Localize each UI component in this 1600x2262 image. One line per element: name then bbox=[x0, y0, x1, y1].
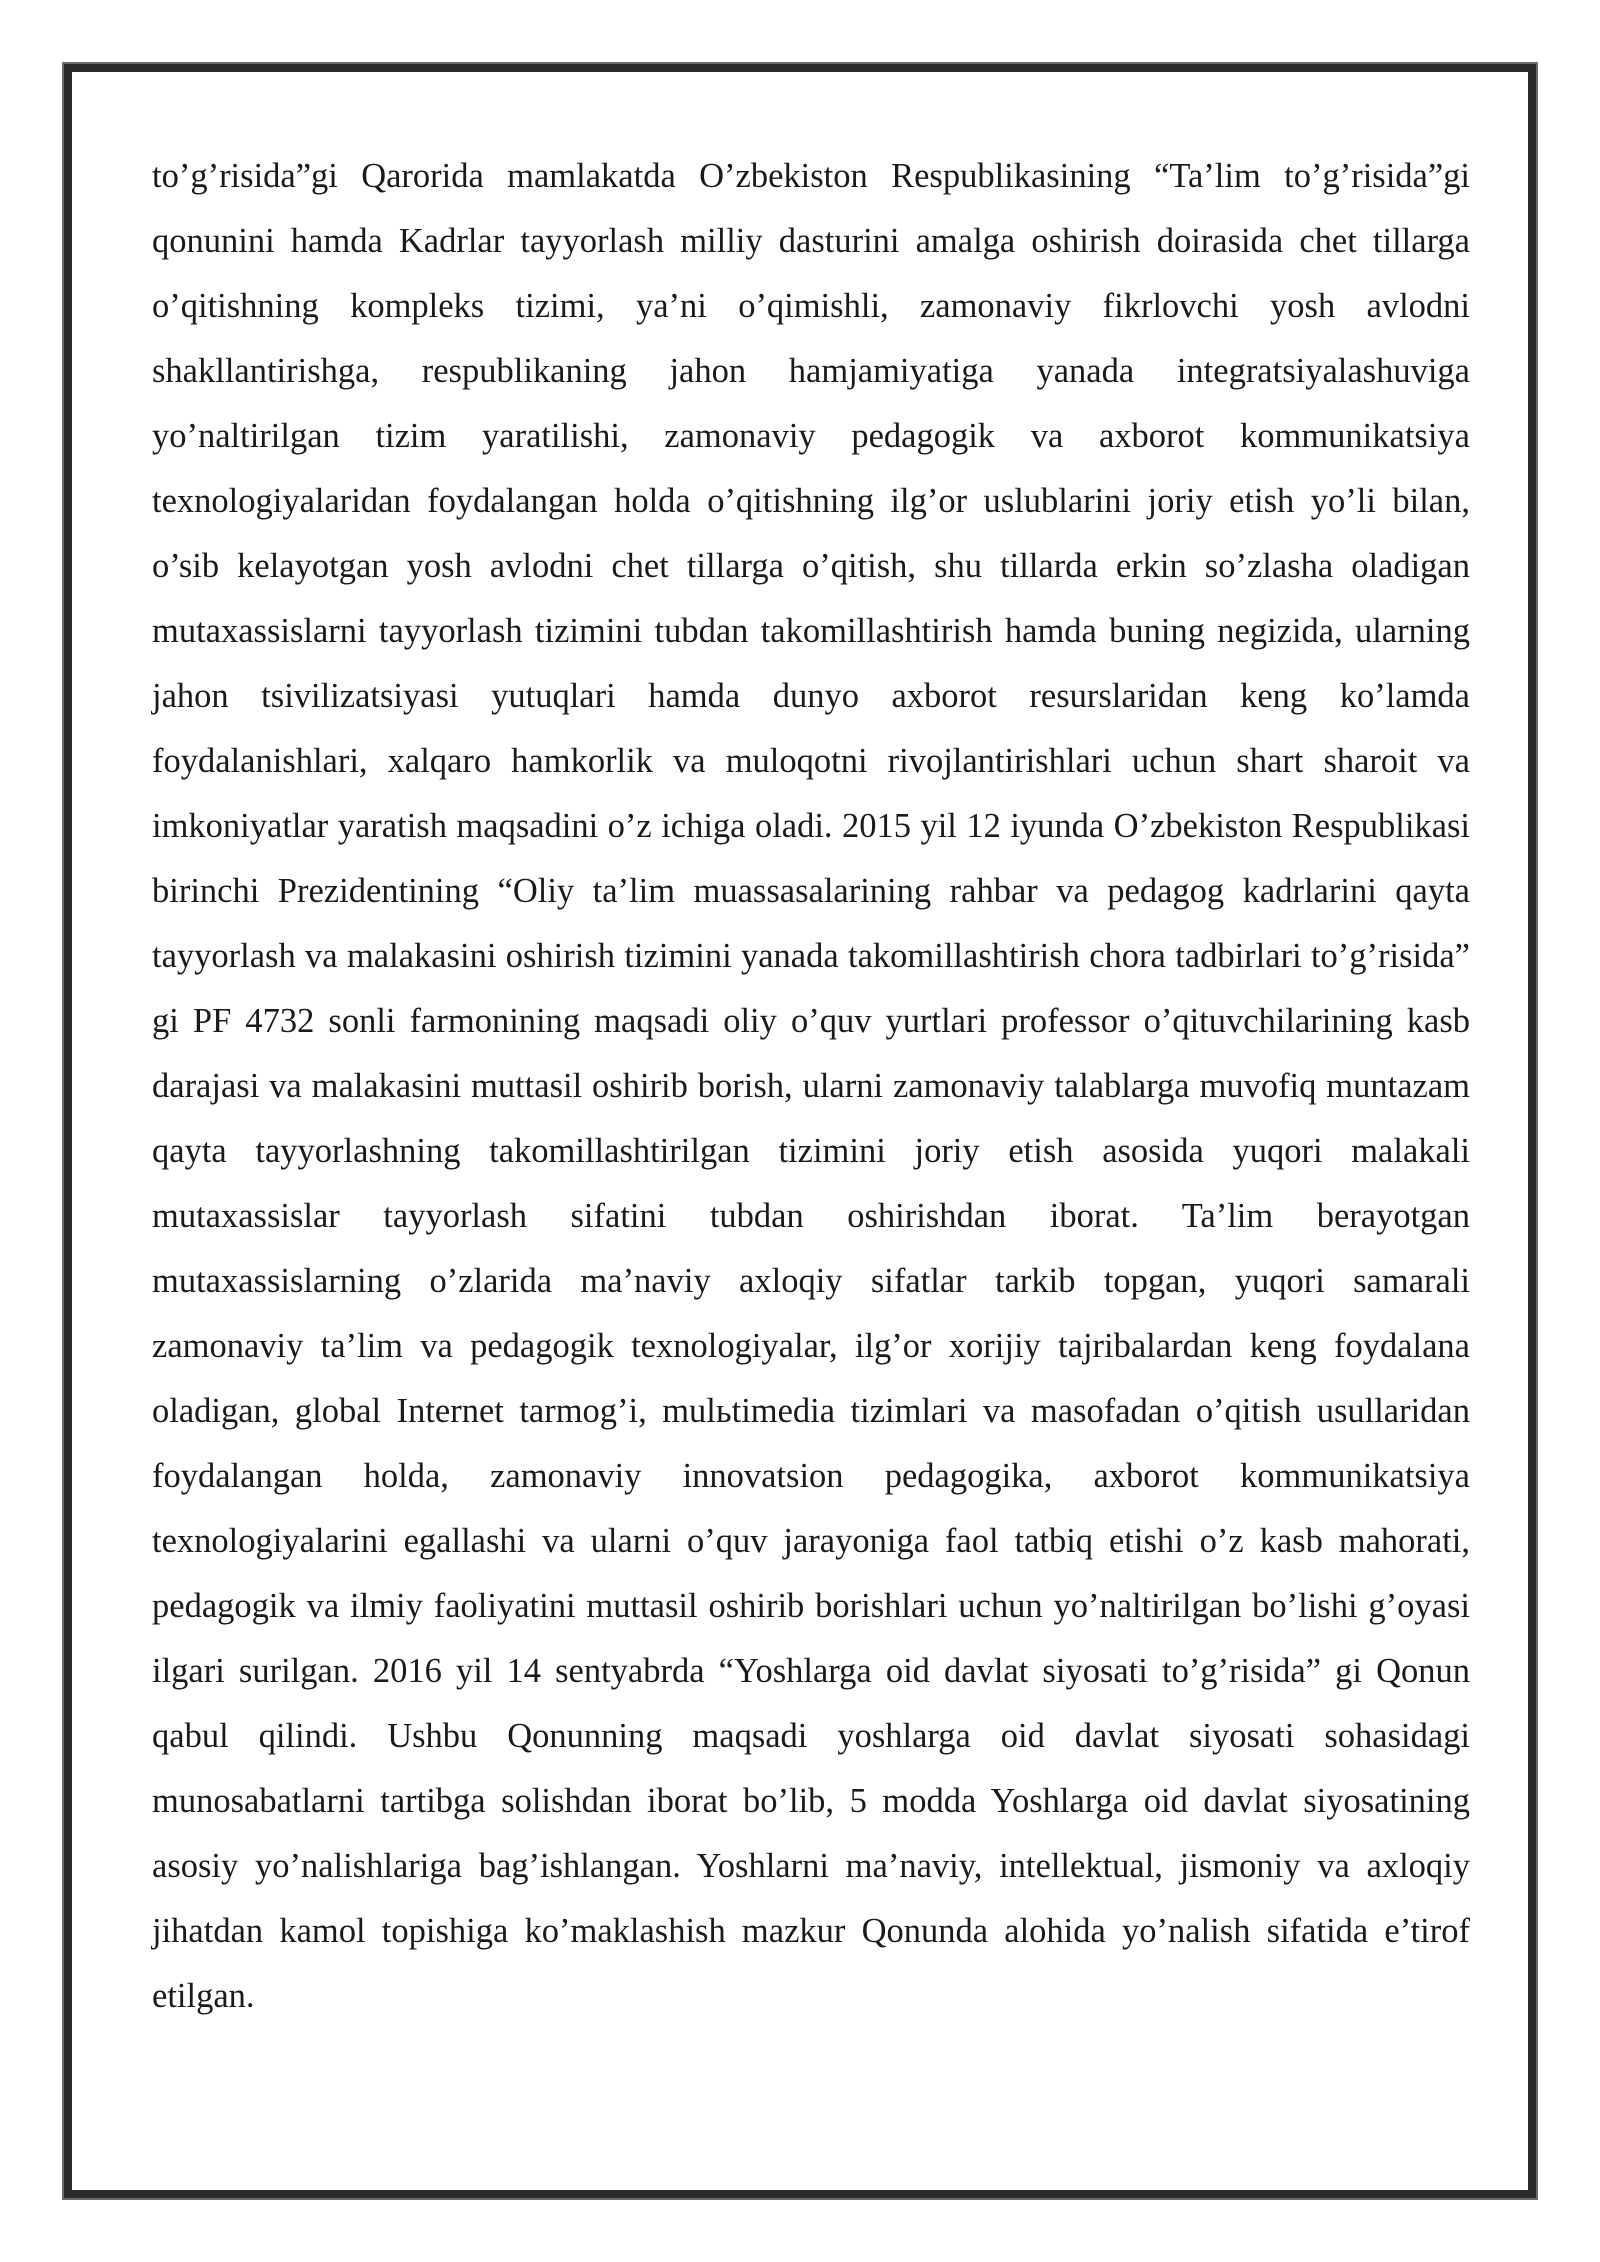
body-paragraph: to’g’risida”gi Qarorida mamlakatda O’zbekiston Respublikasining “Ta’lim to’g’risida”gi qonunini hamda Kadrlar tayyorlash milliy dasturini amalga oshirish doirasida chet tillarga o’qitishning kompleks tizimi, ya’ni o’qimishli, zamonaviy fikrlovchi yosh avlodni shakllantirishga, respublikaning jahon hamjamiyatiga yanada integratsiyalashuviga yo’naltirilgan tizim yaratilishi, zamonaviy pedagogik va axborot kommunikatsiya texnologiyalaridan foydalangan holda o’qitishning ilg’or uslublarini joriy etish yo’li bilan, o’sib kelayotgan yosh avlodni chet tillarga o’qitish, shu tillarda erkin so’zlasha oladigan mutaxassislarni tayyorlash tizimini tubdan takomillashtirish hamda buning negizida, ularning jahon tsivilizatsiyasi yutuqlari hamda dunyo axborot resurslaridan keng ko’lamda foydalanishlari, xalqaro hamkorlik va muloqotni rivojlantirishlari uchun shart sharoit va imkoniyatlar yaratish maqsadini o’z ichiga oladi. 2015 yil 12 iyunda O’zbekiston Respublikasi birinchi Prezidentining “Oliy ta’lim muassasalarining rahbar va pedagog kadrlarini qayta tayyorlash va malakasini oshirish tizimini yanada takomillashtirish chora tadbirlari to’g’risida” gi PF 4732 sonli farmonining maqsadi oliy o’quv yurtlari professor o’qituvchilarining kasb darajasi va malakasini muttasil oshirib borish, ularni zamonaviy talablarga muvofiq muntazam qayta tayyorlashning takomillashtirilgan tizimini joriy etish asosida yuqori malakali mutaxassislar tayyorlash sifatini tubdan oshirishdan iborat. Ta’lim berayotgan mutaxassislarning o’zlarida ma’naviy axloqiy sifatlar tarkib topgan, yuqori samarali zamonaviy ta’lim va pedagogik texnologiyalar, ilg’or xorijiy tajribalardan keng foydalana oladigan, global Internet tarmog’i, mulьtimedia tizimlari va masofadan o’qitish usullaridan foydalangan holda, zamonaviy innovatsion pedagogika, axborot kommunikatsiya texnologiyalarini egallashi va ularni o’quv jarayoniga faol tatbiq etishi o’z kasb mahorati, pedagogik va ilmiy faoliyatini muttasil oshirib borishlari uchun yo’naltirilgan bo’lishi g’oyasi ilgari surilgan. 2016 yil 14 sentyabrda “Yoshlarga oid davlat siyosati to’g’risida” gi Qonun qabul qilindi. Ushbu Qonunning maqsadi yoshlarga oid davlat siyosati sohasidagi munosabatlarni tartibga solishdan iborat bo’lib, 5 modda Yoshlarga oid davlat siyosatining asosiy yo’nalishlariga bag’ishlangan. Yoshlarni ma’naviy, intellektual, jismoniy va axloqiy jihatdan kamol topishiga ko’maklashish mazkur Qonunda alohida yo’nalish sifatida e’tirof etilgan. bbox=[152, 157, 1470, 2015]
document-body bbox=[152, 144, 1470, 2029]
